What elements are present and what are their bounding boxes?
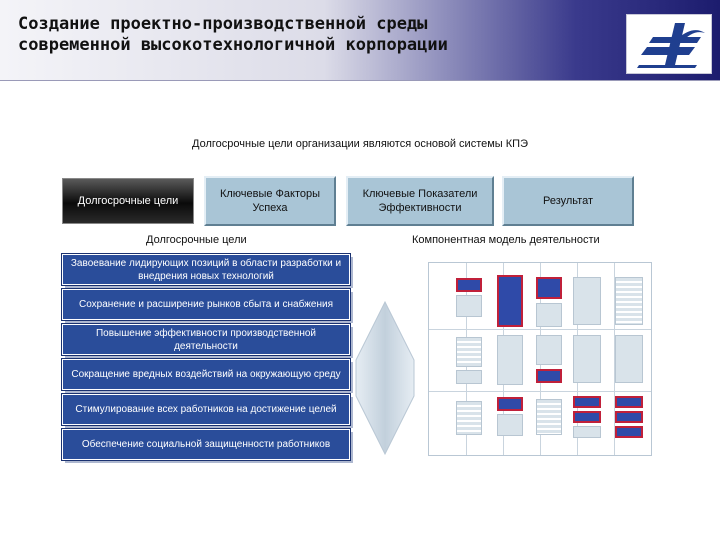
- model-cell-highlight[interactable]: [615, 411, 643, 423]
- model-cell[interactable]: [615, 277, 643, 325]
- company-logo-icon: [626, 14, 712, 74]
- page-title-line-1: Создание проектно-производственной среды: [18, 14, 428, 34]
- model-cell[interactable]: [497, 335, 523, 385]
- model-cell-highlight[interactable]: [536, 369, 562, 383]
- component-model-grid: [428, 262, 652, 456]
- goals-heading: Долгосрочные цели: [146, 234, 247, 246]
- grid-divider: [429, 329, 651, 330]
- model-cell-highlight[interactable]: [536, 277, 562, 299]
- model-cell-highlight[interactable]: [497, 275, 523, 327]
- goal-item[interactable]: Сокращение вредных воздействий на окружающую среду: [62, 359, 350, 390]
- model-cell[interactable]: [456, 370, 482, 384]
- model-cell[interactable]: [497, 414, 523, 436]
- model-cell[interactable]: [456, 337, 482, 367]
- model-cell[interactable]: [456, 295, 482, 317]
- header-banner: [0, 0, 720, 81]
- goal-item[interactable]: Завоевание лидирующих позиций в области разработки и внедрения новых технологий: [62, 254, 350, 285]
- model-cell-highlight[interactable]: [456, 278, 482, 292]
- model-cell[interactable]: [573, 277, 601, 325]
- model-cell[interactable]: [615, 335, 643, 383]
- model-cell[interactable]: [456, 401, 482, 435]
- model-cell[interactable]: [536, 303, 562, 327]
- flow-step-key-success-factors[interactable]: Ключевые Факторы Успеха: [204, 176, 336, 226]
- model-cell[interactable]: [573, 426, 601, 438]
- goal-item[interactable]: Стимулирование всех работников на достижение целей: [62, 394, 350, 425]
- model-cell-highlight[interactable]: [615, 396, 643, 408]
- model-cell-highlight[interactable]: [615, 426, 643, 438]
- kpi-subtitle: Долгосрочные цели организации являются основой системы КПЭ: [192, 138, 528, 150]
- model-cell[interactable]: [536, 399, 562, 435]
- model-cell[interactable]: [573, 335, 601, 383]
- flow-step-kpi[interactable]: Ключевые Показатели Эффективности: [346, 176, 494, 226]
- page-title: [18, 14, 578, 56]
- page-title-line-2: современной высокотехнологичной корпорации: [18, 35, 448, 55]
- model-cell-highlight[interactable]: [497, 397, 523, 411]
- mapping-arrow-icon: [352, 300, 418, 456]
- model-cell[interactable]: [536, 335, 562, 365]
- goal-item[interactable]: Обеспечение социальной защищенности работников: [62, 429, 350, 460]
- goal-item[interactable]: Сохранение и расширение рынков сбыта и снабжения: [62, 289, 350, 320]
- model-cell-highlight[interactable]: [573, 396, 601, 408]
- model-heading: Компонентная модель деятельности: [412, 234, 600, 246]
- flow-step-long-term-goals[interactable]: Долгосрочные цели: [62, 178, 194, 224]
- model-cell-highlight[interactable]: [573, 411, 601, 423]
- flow-step-result[interactable]: Результат: [502, 176, 634, 226]
- goal-item[interactable]: Повышение эффективности производственной деятельности: [62, 324, 350, 355]
- grid-divider: [429, 391, 651, 392]
